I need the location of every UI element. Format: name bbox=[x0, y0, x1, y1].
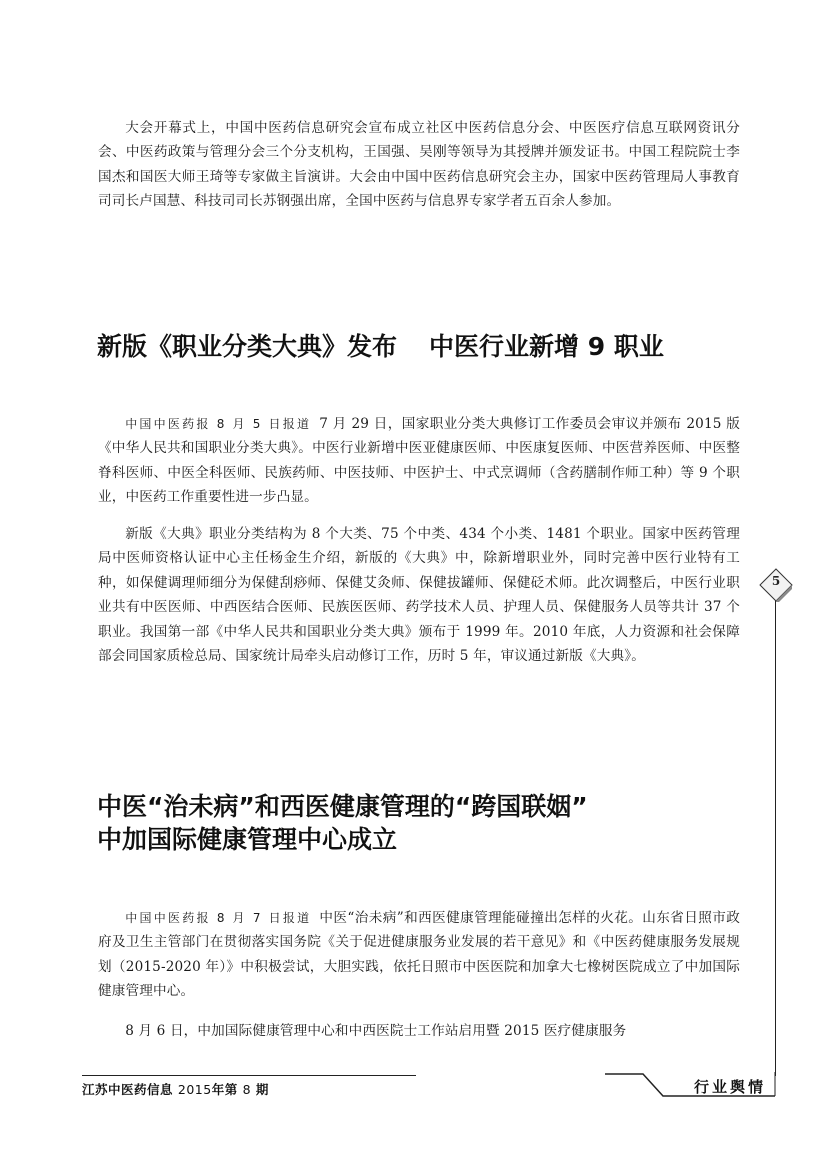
article-2-paragraph-1-text: 7 月 29 日，国家职业分类大典修订工作委员会审议并颁布 2015 版《中华人民共和国职业分类大典》。中医行业新增中医亚健康医师、中医康复医师、中医营养医师、中医整脊科医师、中医全科医师、民族药师、中医技师、中医护士、中式烹调师（含药膳制作师工种）等 9 个职业，中医药工作重要性进一步凸显。 bbox=[98, 416, 741, 506]
article-3-paragraph-2-text: 8 月 6 日，中加国际健康管理中心和中西医院士工作站启用暨 2015 医疗健康服务 bbox=[125, 1023, 627, 1039]
footer-year-suffix: 年第 bbox=[211, 1082, 238, 1097]
article-3-headline-line2: 中加国际健康管理中心成立 bbox=[97, 825, 398, 854]
footer-issue-suffix: 期 bbox=[255, 1082, 269, 1097]
article-3-headline-line1: 中医“治未病”和西医健康管理的“跨国联姻” bbox=[97, 792, 588, 821]
footer-journal-issue bbox=[82, 1080, 269, 1098]
article-2-source: 中国中医药报 8 月 5 日报道 bbox=[125, 417, 312, 431]
article-2-paragraph-1 bbox=[98, 412, 740, 510]
footer-issue: 8 bbox=[242, 1082, 252, 1097]
article-3-paragraph-1 bbox=[98, 906, 740, 1004]
footer-year: 2015 bbox=[177, 1082, 212, 1097]
article-2-paragraph-2-text: 新版《大典》职业分类结构为 8 个大类、75 个中类、434 个小类、1481 个职业。国家中医药管理局中医师资格认证中心主任杨金生介绍，新版的《大典》中，除新增职业外，同时完善中医行业特有工种，如保健调理师细分为保健刮痧师、保健艾灸师、保健拔罐师、保健砭术师。此次调整后，中医行业职业共有中医医师、中西医结合医师、民族医医师、药学技术人员、护理人员、保健服务人员等共计 37 个职业。我国第一部《中华人民共和国职业分类大典》颁布于 1999 年。2010 年底，人力资源和社会保障部会同国家质检总局、国家统计局牵头启动修订工作，历时 5 年，审议通过新版《大典》。 bbox=[98, 526, 740, 665]
footer-journal-name: 江苏中医药信息 bbox=[82, 1082, 174, 1097]
article-3-paragraph-2 bbox=[98, 1019, 740, 1043]
article-2-paragraph-2 bbox=[98, 522, 740, 668]
article-3-headline bbox=[97, 790, 757, 856]
intro-paragraph bbox=[98, 116, 740, 214]
page-number: 5 bbox=[771, 574, 781, 588]
article-2-headline-part1: 新版《职业分类大典》发布 bbox=[97, 332, 398, 361]
article-2-headline-part2: 中医行业新增 9 职业 bbox=[429, 332, 664, 361]
article-3-paragraph-1-text: 中医“治未病”和西医健康管理能碰撞出怎样的火花。山东省日照市政府及卫生主管部门在贯彻落实国务院《关于促进健康服务业发展的若干意见》和《中医药健康服务发展规划（2015-2020 年）》中积极尝试，大胆实践，依托日照市中医医院和加拿大七橡树医院成立了中加国际健康管理中心。 bbox=[98, 910, 741, 1000]
article-3-source: 中国中医药报 8 月 7 日报道 bbox=[125, 911, 312, 925]
article-2-headline bbox=[97, 330, 757, 363]
intro-paragraph-text: 大会开幕式上，中国中医药信息研究会宣布成立社区中医药信息分会、中医医疗信息互联网资讯分会、中医药政策与管理分会三个分支机构，王国强、吴刚等领导为其授牌并颁发证书。中国工程院院士李国杰和国医大师王琦等专家做主旨演讲。大会由中国中医药信息研究会主办，国家中医药管理局人事教育司司长卢国慧、科技司司长苏钢强出席，全国中医药与信息界专家学者五百余人参加。 bbox=[98, 120, 740, 210]
right-margin-rule bbox=[775, 600, 776, 1076]
footer-rule bbox=[82, 1075, 416, 1076]
section-label: 行业舆情 bbox=[693, 1078, 766, 1096]
